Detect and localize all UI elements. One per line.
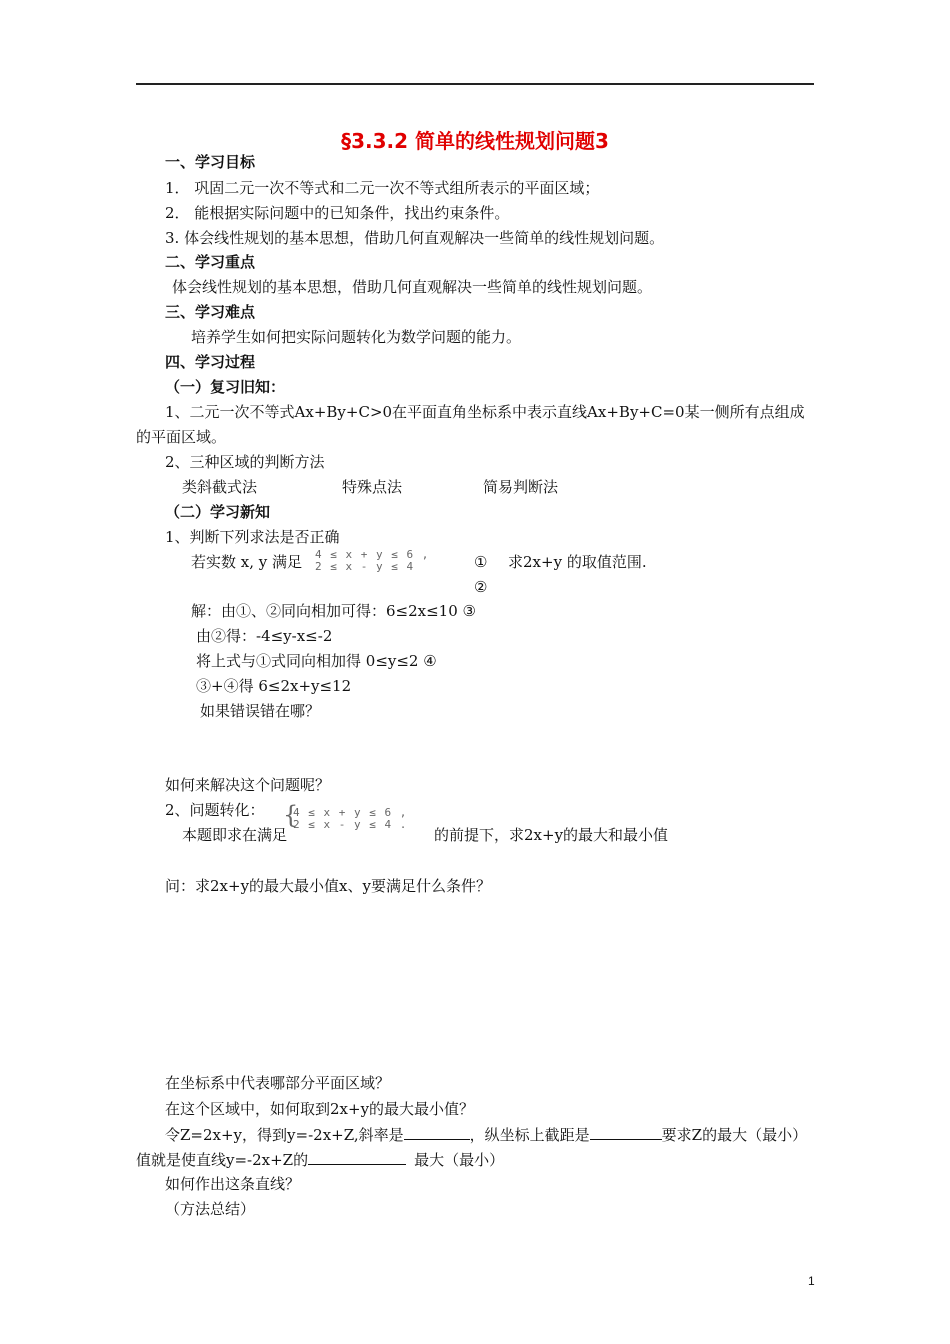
q1-system-line-2: 2 ≤ x - y ≤ 4 [315, 560, 415, 573]
page-number: 1 [808, 1274, 815, 1288]
review-heading: （一）复习旧知： [165, 378, 286, 396]
review-1a: 1、二元一次不等式Ax+By+C>0在平面直角坐标系中表示直线Ax+By+C=0某一侧所有点组成 [165, 403, 805, 421]
val-line [136, 1149, 504, 1170]
goal-3: 3. 体会线性规划的基本思想，借助几何直观解决一些简单的线性规划问题。 [165, 229, 665, 247]
val-text-2: 最大（最小） [414, 1151, 505, 1169]
solution-4: ③+④得 6≤2x+y≤12 [196, 677, 352, 695]
slope-blank[interactable] [404, 1124, 470, 1140]
val-text-1: 值就是使直线y=-2x+Z的 [136, 1151, 309, 1169]
how-question: 如何来解决这个问题呢？ [165, 776, 331, 794]
goals-heading: 一、学习目标 [165, 153, 256, 171]
intercept-blank[interactable] [590, 1124, 662, 1140]
solution-3: 将上式与①式同向相加得 0≤y≤2 ④ [196, 652, 437, 670]
question-2: 2、问题转化： [165, 801, 265, 819]
review-1b: 的平面区域。 [136, 428, 227, 446]
q1-mark-1: ① [474, 553, 488, 571]
goal-2: 2． 能根据实际问题中的已知条件，找出约束条件。 [165, 204, 510, 222]
solution-1: 解：由①、②同向相加可得：6≤2x≤10 ③ [191, 602, 476, 620]
page-title: §3.3.2 简单的线性规划问题3 [341, 129, 609, 153]
process-heading: 四、学习过程 [165, 353, 256, 371]
q1-mark-2: ② [474, 578, 488, 596]
method-3: 简易判断法 [483, 478, 559, 496]
review-2: 2、三种区域的判断方法 [165, 453, 325, 471]
q1-system-line-1: 4 ≤ x + y ≤ 6 , [315, 548, 430, 561]
method-2: 特殊点法 [342, 478, 403, 496]
new-heading: （二）学习新知 [165, 503, 271, 521]
ask-text: 问：求2x+y的最大最小值x、y要满足什么条件？ [165, 877, 491, 895]
let-text-1: 令Z=2x+y，得到y=-2x+Z,斜率是 [165, 1126, 404, 1144]
diff-heading: 三、学习难点 [165, 303, 256, 321]
q2-system-line-1: 4 ≤ x + y ≤ 6 , [293, 806, 408, 819]
diff-text: 培养学生如何把实际问题转化为数学问题的能力。 [191, 328, 522, 346]
q2-pre: 本题即求在满足 [182, 826, 288, 844]
draw-question: 如何作出这条直线？ [165, 1175, 301, 1193]
q1-ask: 求2x+y 的取值范围. [508, 553, 647, 571]
key-text: 体会线性规划的基本思想，借助几何直观解决一些简单的线性规划问题。 [172, 278, 653, 296]
key-heading: 二、学习重点 [165, 253, 256, 271]
method-1: 类斜截式法 [182, 478, 258, 496]
q2-system-line-2: 2 ≤ x - y ≤ 4 . [293, 818, 408, 831]
inregion-question: 在这个区域中，如何取到2x+y的最大最小值？ [165, 1100, 475, 1118]
q2-post: 的前提下，求2x+y的最大和最小值 [434, 826, 669, 844]
region-question: 在坐标系中代表哪部分平面区域？ [165, 1074, 391, 1092]
let-line [165, 1124, 807, 1145]
solution-2: 由②得：-4≤y-x≤-2 [196, 627, 333, 645]
value-blank[interactable] [308, 1149, 406, 1165]
solution-5: 如果错误错在哪？ [200, 702, 321, 720]
let-text-3: 要求Z的最大（最小） [661, 1126, 808, 1144]
let-text-2: ，纵坐标上截距是 [469, 1126, 590, 1144]
summary-text: （方法总结） [165, 1200, 256, 1218]
brace-icon: { [283, 801, 299, 829]
q1-given: 若实数 x, y 满足 [191, 553, 303, 571]
goal-1: 1． 巩固二元一次不等式和二元一次不等式组所表示的平面区域； [165, 179, 600, 197]
header-rule [136, 83, 814, 85]
question-1: 1、判断下列求法是否正确 [165, 528, 340, 546]
